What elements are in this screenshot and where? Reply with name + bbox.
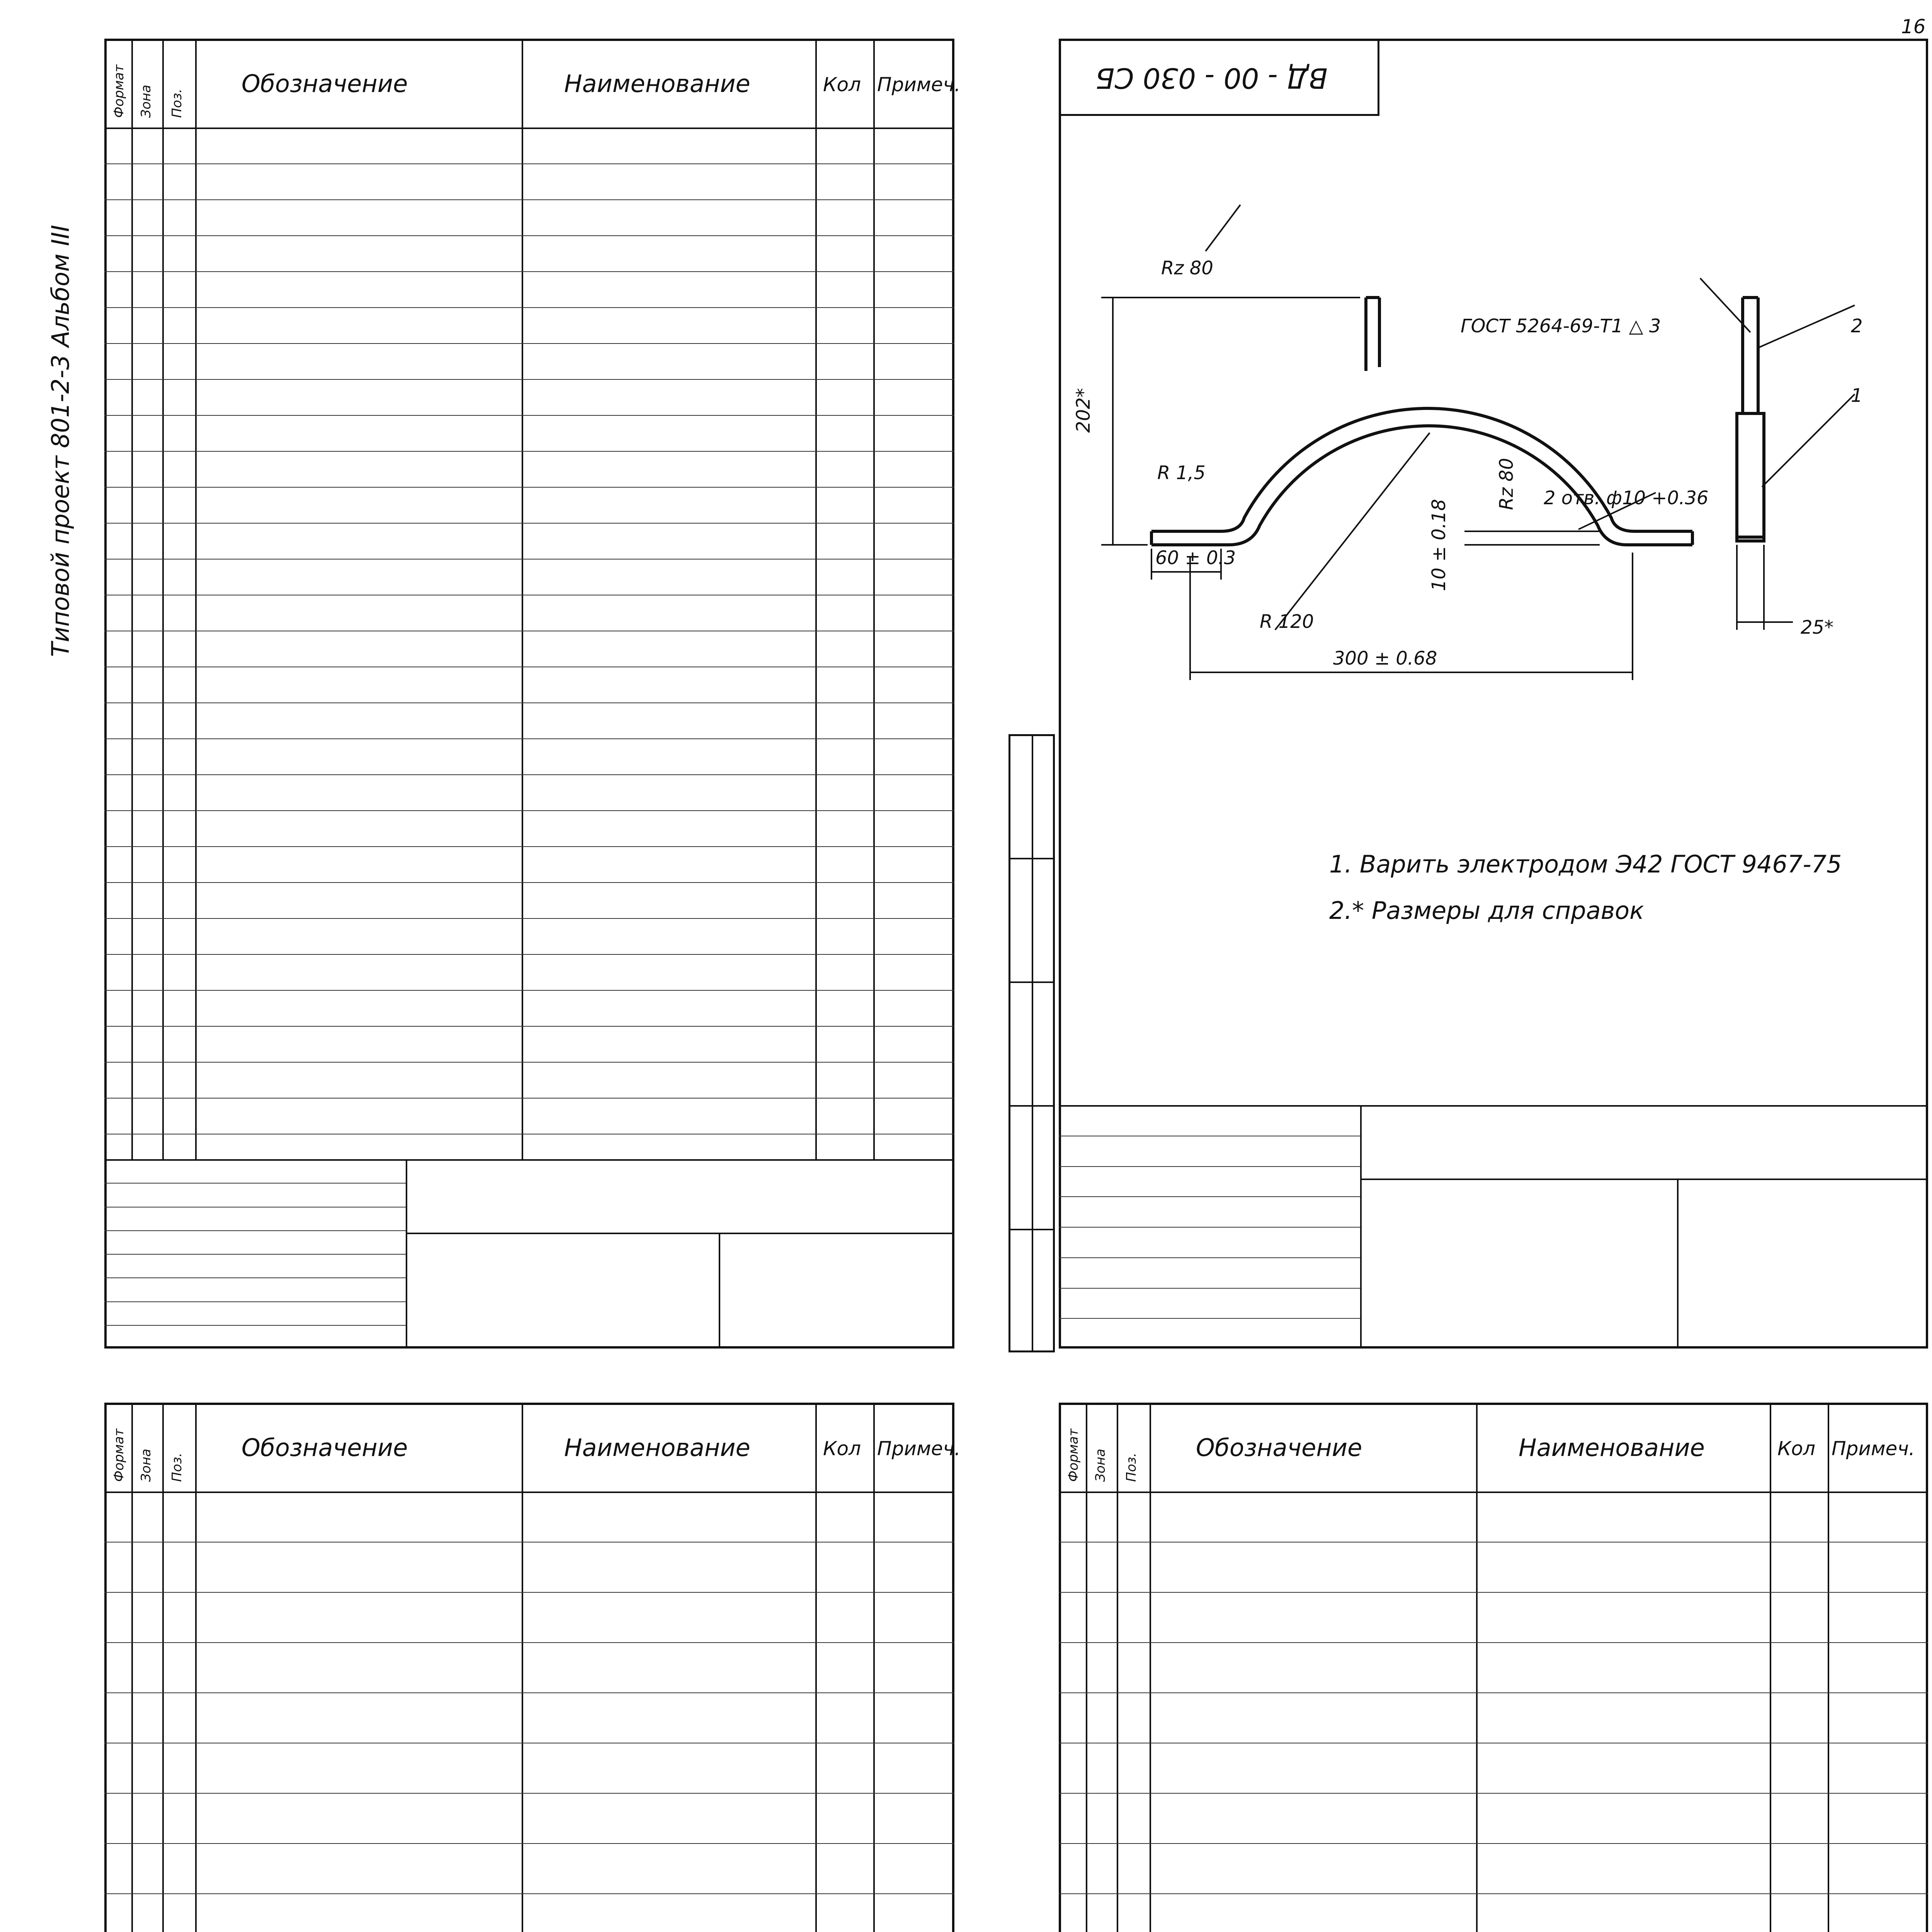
spec-row-line (1059, 1642, 1928, 1643)
spec-row-line (104, 1793, 954, 1794)
spec-row-line (104, 738, 954, 739)
spec-header-vertical: Зона (138, 1449, 154, 1482)
title-block-top (1059, 1105, 1928, 1107)
spec-col-line (131, 1403, 133, 1932)
title-row-line (1059, 1257, 1360, 1258)
note-2: 2.* Размеры для справок (1329, 896, 1644, 925)
title-right-divider (719, 1233, 720, 1349)
spec-row-line (104, 1026, 954, 1027)
dim-h: 202* (1073, 388, 1094, 433)
spec-row-line (104, 487, 954, 488)
spec-row-line (104, 307, 954, 308)
spec-col-line (195, 39, 197, 1159)
title-row-line (104, 1277, 406, 1278)
spec-row-line (104, 1592, 954, 1593)
page-number: 16 (1901, 15, 1926, 38)
spec-col-line (1150, 1403, 1151, 1932)
title-mid-line (406, 1233, 954, 1234)
note-1: 1. Варить электродом Э42 ГОСТ 9467-75 (1329, 850, 1842, 878)
title-row-line (104, 1254, 406, 1255)
fixator-drawing (1059, 116, 1928, 889)
spec-header-vertical: Формат (111, 65, 127, 118)
spec-header-name: Наименование (1519, 1434, 1705, 1462)
spec-header-line (104, 128, 954, 129)
spec-col-line (815, 1403, 817, 1932)
spec-row-line (104, 199, 954, 200)
title-row-line (104, 1230, 406, 1231)
spec-row-line (104, 954, 954, 955)
spec-row-line (104, 559, 954, 560)
spec-col-line (162, 39, 164, 1159)
margin-text: Типовой проект 801-2-3 Альбом III (46, 224, 75, 657)
spec-row-line (1059, 1893, 1928, 1894)
spec-header-vertical: Поз. (169, 1452, 185, 1482)
dim-h10: 10 ± 0.18 (1428, 499, 1450, 591)
spec-header-line (1059, 1492, 1928, 1493)
spec-col-line (815, 39, 817, 1159)
dim-rz2: Rz 80 (1496, 458, 1517, 510)
spec-row-line (104, 451, 954, 452)
spec-col-line (1117, 1403, 1118, 1932)
spec-row-line (104, 918, 954, 919)
spec-header-vertical: Формат (111, 1429, 127, 1482)
spec-header-note: Примеч. (1832, 1437, 1915, 1460)
spec-header-designation: Обозначение (1196, 1434, 1362, 1462)
spec-header-designation: Обозначение (242, 70, 408, 98)
spec-col-line (131, 39, 133, 1159)
spec-row-line (104, 163, 954, 164)
spec-row-line (104, 1692, 954, 1693)
spec-col-line (195, 1403, 197, 1932)
title-row-line (1059, 1166, 1360, 1167)
spec-row-line (104, 1098, 954, 1099)
spec-row-line (104, 415, 954, 416)
spec-row-line (104, 1893, 954, 1894)
spec-header-vertical: Формат (1066, 1429, 1081, 1482)
spec-col-line (1086, 1403, 1087, 1932)
spec-row-line (104, 1062, 954, 1063)
title-block-divider (1360, 1105, 1362, 1349)
dim-w25: 25* (1801, 617, 1834, 638)
spec-row-line (1059, 1793, 1928, 1794)
spec-row-line (1059, 1542, 1928, 1543)
spec-header-line (104, 1492, 954, 1493)
title-row-line (104, 1183, 406, 1184)
spec-col-line (162, 1403, 164, 1932)
spec-row-line (104, 990, 954, 991)
dim-r15: R 1,5 (1157, 462, 1206, 484)
spec-col-line (873, 39, 875, 1159)
spec-col-line (873, 1403, 875, 1932)
spec-header-vertical: Поз. (1124, 1452, 1139, 1482)
spec-header-vertical: Зона (138, 85, 154, 118)
title-right-divider (1677, 1179, 1679, 1349)
spec-row-line (104, 846, 954, 847)
spec-row-line (104, 379, 954, 380)
spec-row-line (1059, 1592, 1928, 1593)
title-block-top (104, 1159, 954, 1161)
dim-w60: 60 ± 0.3 (1155, 547, 1236, 569)
dim-holes: 2 отв. ф10 +0.36 (1544, 487, 1709, 509)
title-row-line (1059, 1227, 1360, 1228)
spec-col-line (1476, 1403, 1478, 1932)
dim-gost: ГОСТ 5264-69-Т1 △ 3 (1461, 315, 1661, 337)
title-row-line (1059, 1318, 1360, 1319)
spec-row-line (104, 271, 954, 272)
pos-2: 2 (1851, 315, 1863, 337)
spec-header-vertical: Зона (1093, 1449, 1108, 1482)
spec-row-line (104, 1542, 954, 1543)
pos-1: 1 (1851, 385, 1863, 406)
spec-row-line (104, 774, 954, 775)
spec-col-line (522, 39, 523, 1159)
title-mid-line (1360, 1179, 1928, 1180)
spec-row-line (104, 882, 954, 883)
spec-col-line (1770, 1403, 1771, 1932)
spec-col-line (522, 1403, 523, 1932)
dim-r120: R 120 (1260, 611, 1314, 633)
title-row-line (1059, 1196, 1360, 1197)
spec-header-note: Примеч. (877, 1437, 961, 1460)
title-row-line (104, 1325, 406, 1326)
spec-header-designation: Обозначение (242, 1434, 408, 1462)
spec-row-line (1059, 1692, 1928, 1693)
spec-header-note: Примеч. (877, 73, 961, 96)
spec-header-qty: Кол (823, 1437, 861, 1460)
spec-header-qty: Кол (823, 73, 861, 96)
spec-row-line (104, 1843, 954, 1844)
spec-row-line (104, 235, 954, 236)
spec-header-name: Наименование (564, 70, 750, 98)
spec-row-line (104, 702, 954, 703)
spec-header-qty: Кол (1777, 1437, 1816, 1460)
title-block-divider (406, 1159, 407, 1349)
spec-row-line (1059, 1843, 1928, 1844)
drawing-stamp: ВД - 00 - 030 СБ (1095, 62, 1328, 94)
spec-row-line (104, 523, 954, 524)
title-row-line (1059, 1288, 1360, 1289)
spec-col-line (1828, 1403, 1829, 1932)
side-block-divider (1032, 734, 1033, 1352)
title-row-line (104, 1301, 406, 1302)
title-row-line (104, 1207, 406, 1208)
dim-rz: Rz 80 (1161, 257, 1213, 279)
spec-header-vertical: Поз. (169, 88, 185, 118)
spec-row-line (104, 343, 954, 344)
spec-row-line (104, 810, 954, 811)
spec-row-line (104, 1642, 954, 1643)
spec-header-name: Наименование (564, 1434, 750, 1462)
dim-w300: 300 ± 0.68 (1333, 648, 1437, 669)
drawing-stamp-box (1059, 39, 1379, 116)
